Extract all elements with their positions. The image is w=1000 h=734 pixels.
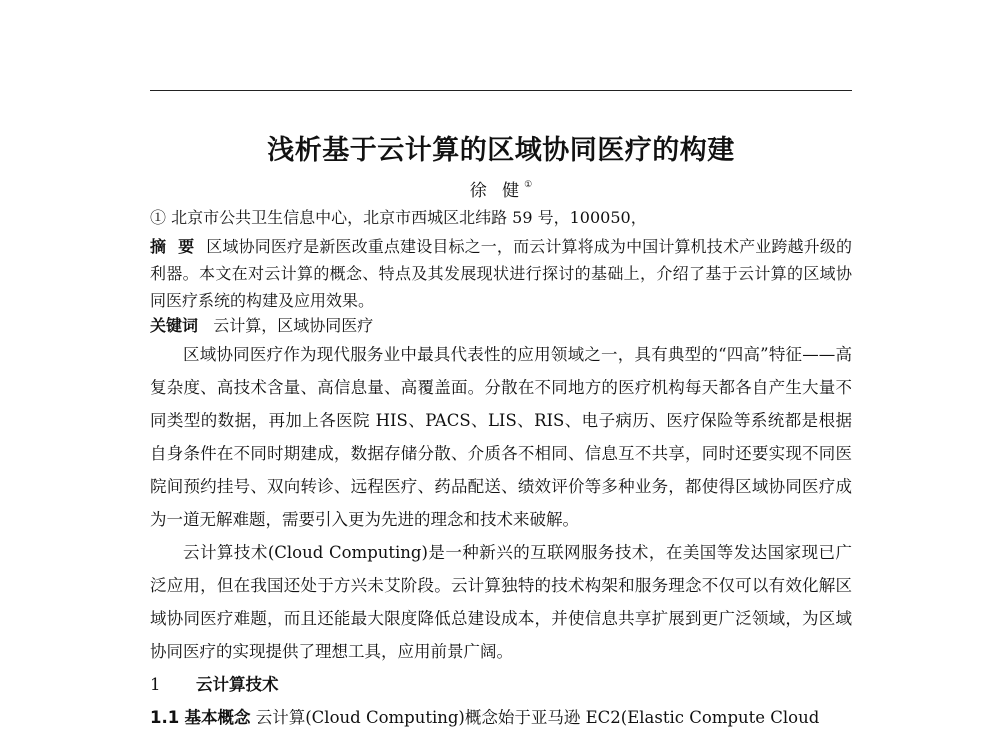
abstract-label: 摘要 bbox=[150, 237, 207, 256]
keywords-text: 云计算，区域协同医疗 bbox=[213, 316, 374, 335]
keywords-label: 关键词 bbox=[150, 316, 199, 335]
subsection-1-1 bbox=[150, 701, 852, 734]
section-heading-1 bbox=[150, 668, 852, 701]
paragraph-2: 云计算技术(Cloud Computing)是一种新兴的互联网服务技术，在美国等发达国家现已广泛应用，但在我国还处于方兴未艾阶段。云计算独特的技术构架和服务理念不仅可以有效化解区域协同医疗难题，而且还能最大限度降低总建设成本，并使信息共享扩展到更广泛领域，为区域协同医疗的实现提供了理想工具，应用前景广阔。 bbox=[150, 543, 852, 661]
paragraph-1: 区域协同医疗作为现代服务业中最具代表性的应用领域之一，具有典型的“四高”特征——高复杂度、高技术含量、高信息量、高覆盖面。分散在不同地方的医疗机构每天都各自产生大量不同类型的数据，再加上各医院 HIS、PACS、LIS、RIS、电子病历、医疗保险等系统都是根据自身条件在不同时期建成，数据存储分散、介质各不相同、信息互不共享，同时还要实现不同医院间预约挂号、双向转诊、远程医疗、药品配送、绩效评价等多种业务，都使得区域协同医疗成为一道无解难题，需要引入更为先进的理念和技术来破解。 bbox=[150, 345, 852, 529]
section-title: 云计算技术 bbox=[196, 675, 279, 694]
subsection-number: 1.1 bbox=[150, 708, 180, 727]
author-affiliation-mark: ① bbox=[524, 180, 533, 191]
section-number: 1 bbox=[150, 675, 161, 694]
paper-title: 浅析基于云计算的区域协同医疗的构建 bbox=[267, 135, 735, 166]
affiliation: ① 北京市公共卫生信息中心，北京市西城区北纬路 59 号，100050， bbox=[150, 208, 647, 227]
body-text bbox=[150, 338, 852, 734]
subsection-text: 云计算(Cloud Computing)概念始于亚马逊 EC2(Elastic Compute Cloud bbox=[255, 708, 820, 727]
subsection-title: 基本概念 bbox=[184, 708, 251, 727]
author-name: 徐 健 bbox=[469, 181, 525, 201]
keywords bbox=[150, 313, 373, 336]
abstract-text: 区域协同医疗是新医改重点建设目标之一，而云计算将成为中国计算机技术产业跨越升级的利器。本文在对云计算的概念、特点及其发展现状进行探讨的基础上，介绍了基于云计算的区域协同医疗系统的构建及应用效果。 bbox=[150, 237, 852, 310]
abstract bbox=[150, 233, 852, 314]
author-line bbox=[150, 176, 852, 201]
header-rule bbox=[150, 90, 852, 91]
